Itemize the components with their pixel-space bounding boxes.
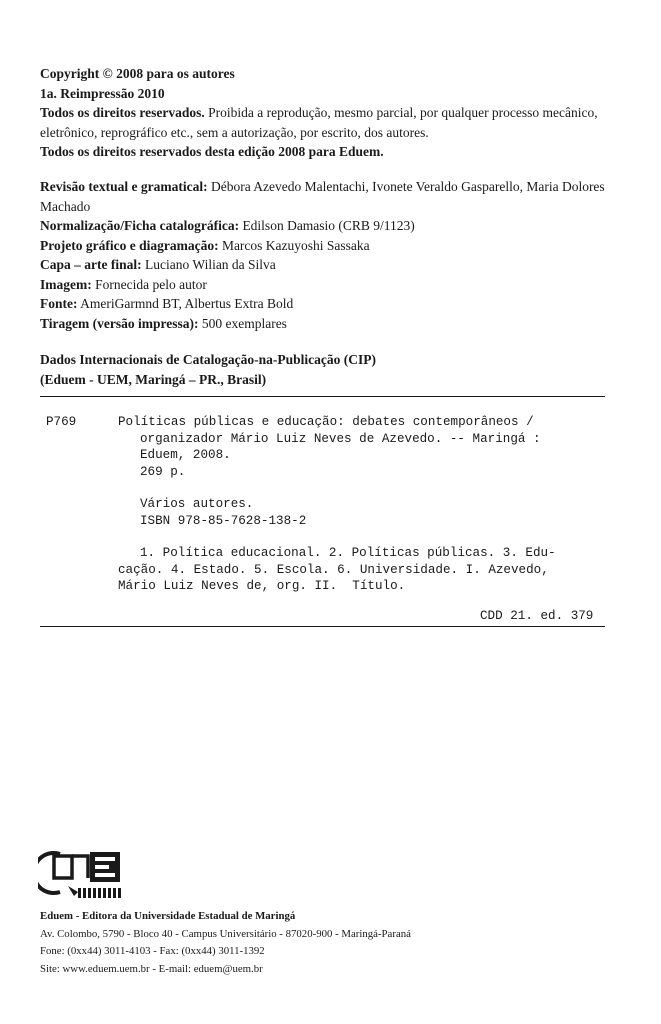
cip-note-line: Vários autores. bbox=[140, 497, 254, 511]
rights-paragraph: Todos os direitos reservados. Proibida a reprodução, mesmo parcial, por qualquer processo mecânico, eletrônico, reprográfico etc., sem a autorização, por escrito, dos autores. bbox=[40, 105, 598, 140]
copyright-block bbox=[40, 64, 610, 162]
publisher-footer bbox=[40, 908, 411, 978]
cip-bottom-rule bbox=[40, 626, 605, 627]
publisher-phone: Fone: (0xx44) 3011-4103 - Fax: (0xx44) 3011-1392 bbox=[40, 945, 265, 957]
credit-design: Projeto gráfico e diagramação: Marcos Kazuyoshi Sassaka bbox=[40, 237, 370, 253]
cip-title-line: organizador Mário Luiz Neves de Azevedo. -- Maringá : bbox=[140, 431, 541, 446]
cip-cdd: CDD 21. ed. 379 bbox=[480, 609, 594, 623]
cip-subject-line: Mário Luiz Neves de, org. II. Título. bbox=[118, 579, 406, 593]
credit-cover: Capa – arte final: Luciano Wilian da Silva bbox=[40, 257, 276, 272]
cip-isbn-line: ISBN 978-85-7628-138-2 bbox=[140, 513, 307, 528]
cip-title-line: Eduem, 2008. bbox=[140, 448, 231, 462]
credit-normalization: Normalização/Ficha catalográfica: Edilson Damasio (CRB 9/1123) bbox=[40, 218, 415, 233]
publisher-name: Eduem - Editora da Universidade Estadual de Maringá bbox=[40, 910, 296, 922]
cip-top-rule bbox=[40, 396, 605, 397]
cip-subject-line: 1. Política educacional. 2. Políticas públicas. 3. Edu- bbox=[140, 546, 556, 560]
edition-rights-line: Todos os direitos reservados desta edição 2008 para Eduem. bbox=[40, 144, 384, 159]
publisher-address: Av. Colombo, 5790 - Bloco 40 - Campus Universitário - 87020-900 - Maringá-Paraná bbox=[40, 927, 411, 940]
credits-block bbox=[40, 177, 610, 333]
credit-revision: Revisão textual e gramatical: Débora Azevedo Malentachi, Ivonete Veraldo Gasparello, Maria Dolores Machado bbox=[40, 179, 605, 214]
cip-header-title: Dados Internacionais de Catalogação-na-Publicação (CIP) bbox=[40, 352, 376, 367]
cip-header-source: (Eduem - UEM, Maringá – PR., Brasil) bbox=[40, 371, 267, 387]
credit-font: Fonte: AmeriGarmnd BT, Albertus Extra Bold bbox=[40, 296, 294, 311]
credit-print-run: Tiragem (versão impressa): 500 exemplares bbox=[40, 315, 287, 331]
reprint-line: 1a. Reimpressão 2010 bbox=[40, 85, 165, 101]
cip-header bbox=[40, 350, 610, 389]
credit-image: Imagem: Fornecida pelo autor bbox=[40, 276, 207, 292]
cip-call-number: P769 bbox=[46, 415, 77, 429]
publisher-site: Site: www.eduem.uem.br - E-mail: eduem@uem.br bbox=[40, 962, 263, 975]
eduem-logo-icon bbox=[38, 848, 128, 900]
cip-subject-line: cação. 4. Estado. 5. Escola. 6. Universidade. I. Azevedo, bbox=[118, 562, 549, 577]
copyright-line: Copyright © 2008 para os autores bbox=[40, 66, 235, 81]
cip-title-line: Políticas públicas e educação: debates contemporâneos / bbox=[118, 415, 534, 429]
cip-record bbox=[118, 414, 608, 595]
cip-pages-line: 269 p. bbox=[140, 464, 186, 479]
